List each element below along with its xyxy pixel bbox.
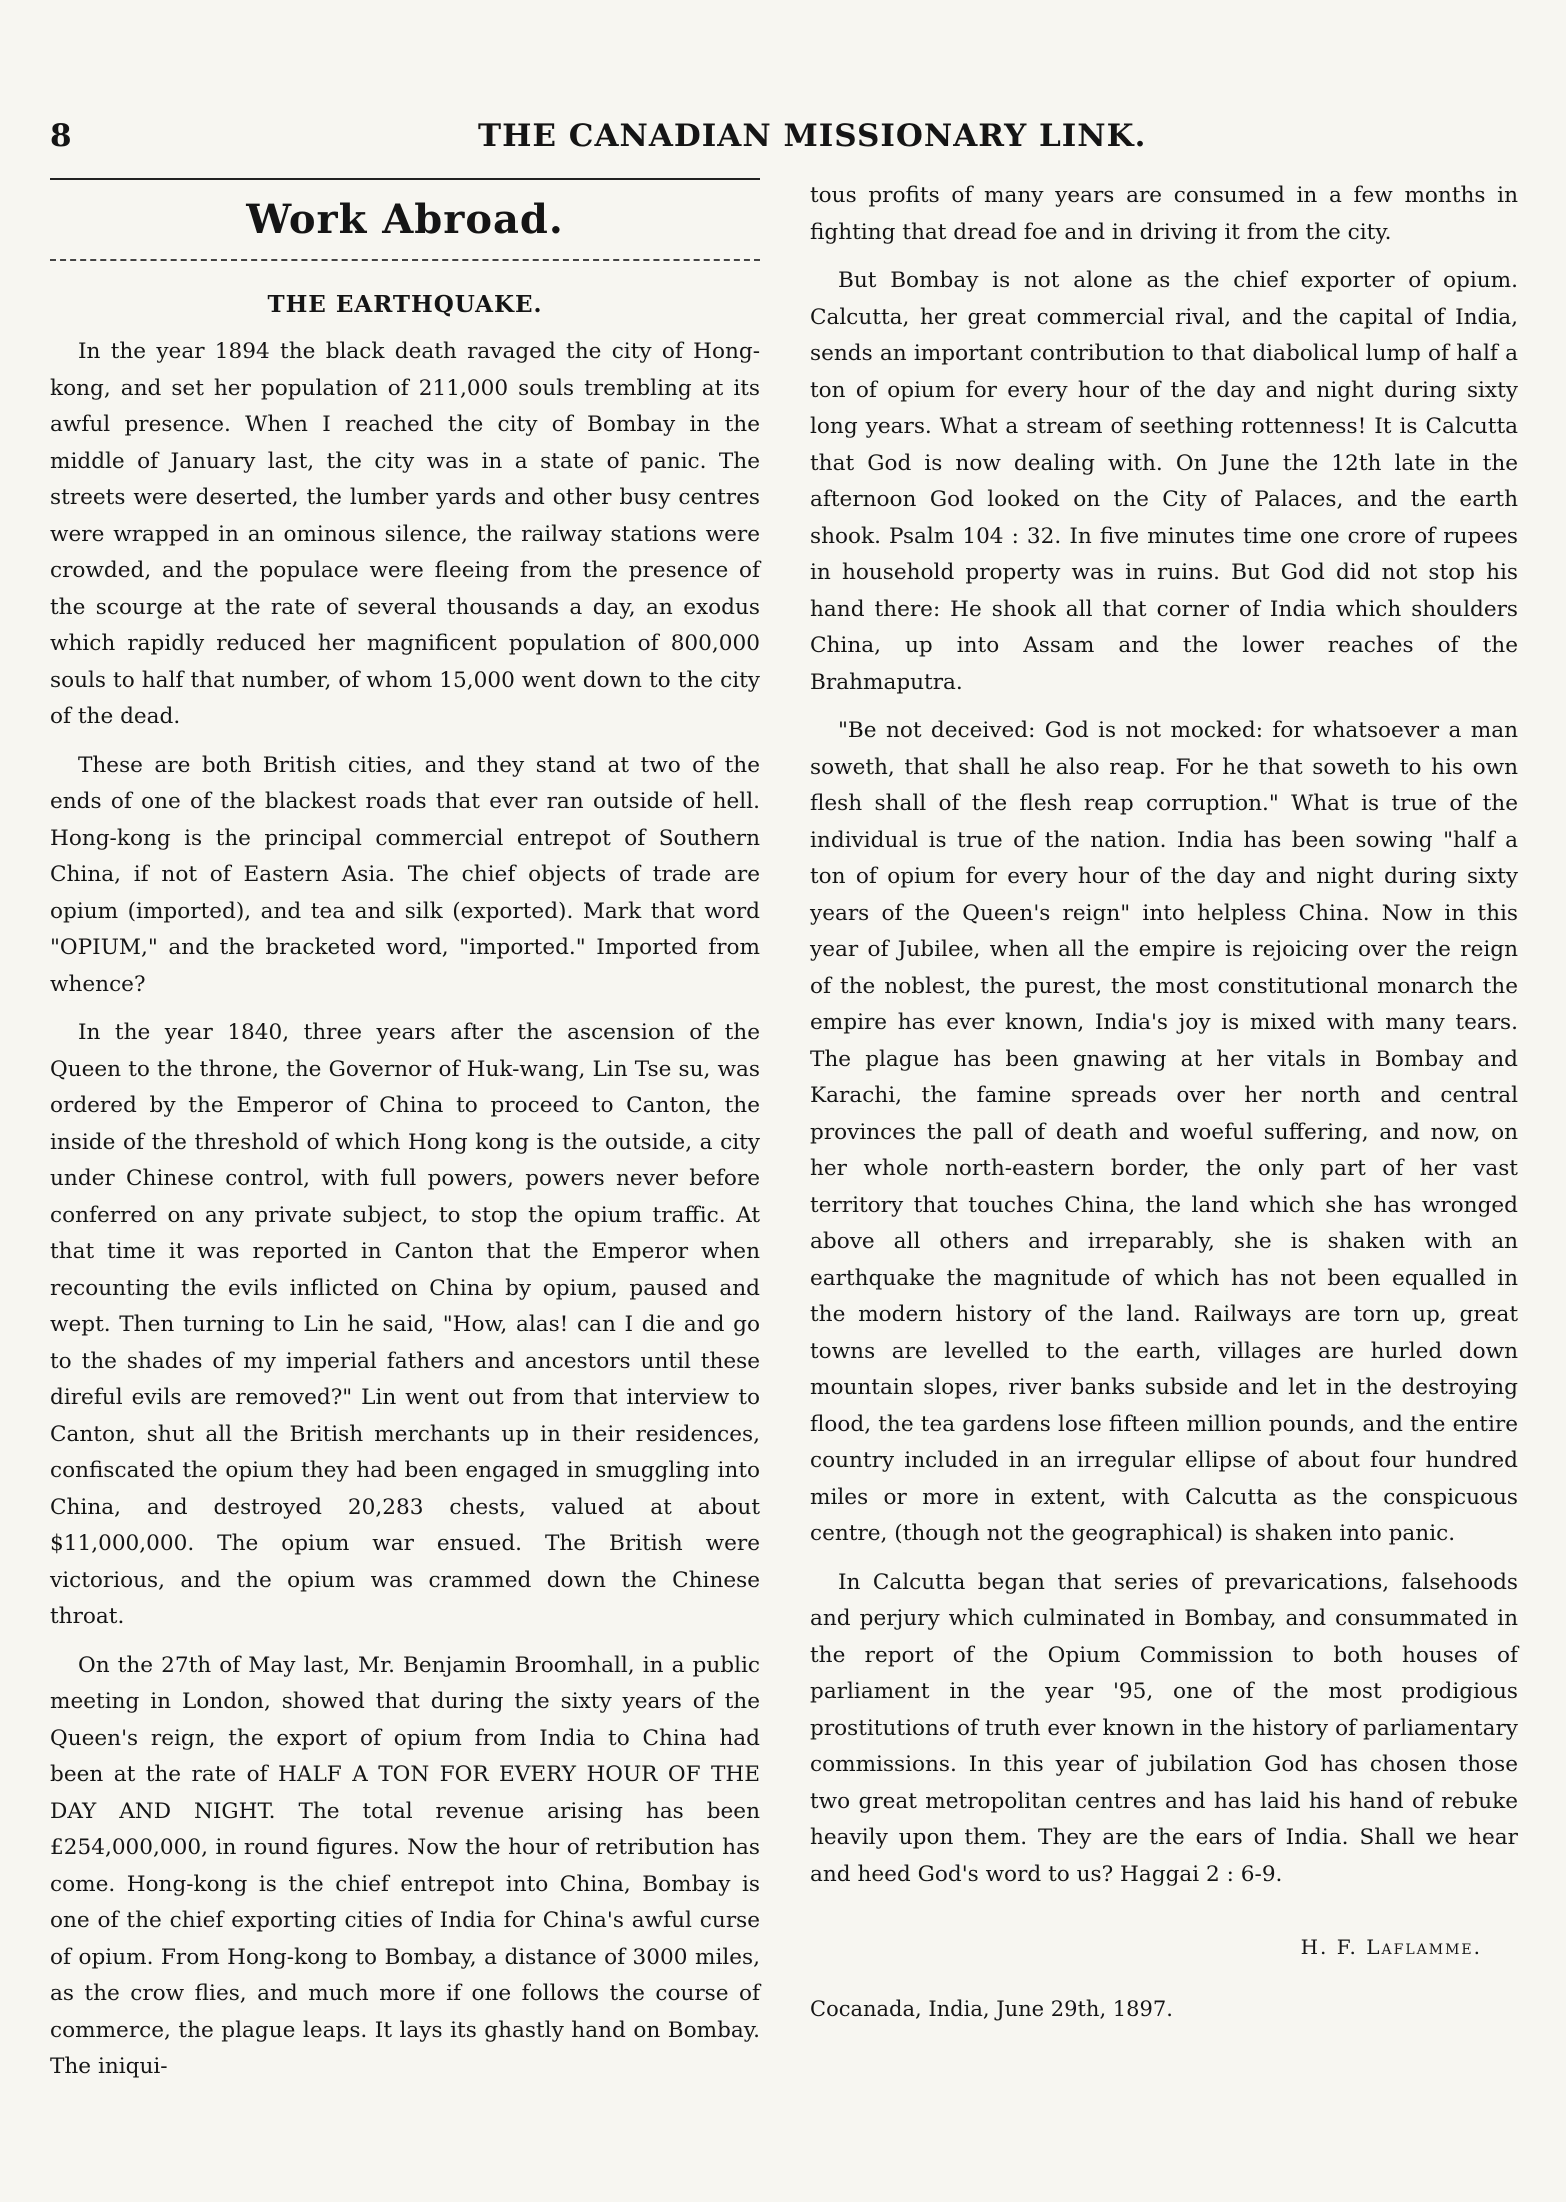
author-signature: H. F. Laflamme.: [1300, 1935, 1482, 1959]
paragraph: "Be not deceived: God is not mocked: for whatsoever a man soweth, that shall he also reap. For he that soweth to his own flesh shall of the flesh reap corruption." What is true of the individual is true of the nation. India has been sowing "half a ton of opium for every hour of the day and night during sixty years of the Queen's reign" into helpless China. Now in this year of Jubilee, when all the empire is rejoicing over the reign of the noblest, the purest, the most constitutional monarch the empire has ever known, India's joy is mixed with many tears. The plague has been gnawing at her vitals in Bombay and Karachi, the famine spreads over her north and central provinces the pall of death and woeful suffering, and now, on her whole north-eastern border, the only part of her vast territory that touches China, the land which she has wronged above all others and irreparably, she is shaken with an earthquake the magnitude of which has not been equalled in the modern history of the land. Railways are torn up, great towns are levelled to the earth, villages are hurled down mountain slopes, river banks subside and let in the destroying flood, the tea gardens lose fifteen million pounds, and the entire country included in an irregular ellipse of about four hundred miles or more in extent, with Calcutta as the conspicuous centre, (though not the geographical) is shaken into panic.: [810, 718, 1518, 1546]
paragraph: But Bombay is not alone as the chief exporter of opium. Calcutta, her great commercial rival, and the capital of India, sends an important contribution to that diabolical lump of half a ton of opium for every hour of the day and night during sixty long years. What a stream of seething rottenness! It is Calcutta that God is now dealing with. On June the 12th late in the afternoon God looked on the City of Palaces, and the earth shook. Psalm 104 : 32. In five minutes time one crore of rupees in household property was in ruins. But God did not stop his hand there: He shook all that corner of India which shoulders China, up into Assam and the lower reaches of the Brahmaputra.: [810, 268, 1518, 695]
dateline: Cocanada, India, June 29th, 1897.: [810, 1997, 1173, 2021]
paragraph: In the year 1894 the black death ravaged the city of Hong-kong, and set her population of 211,000 souls trembling at its awful presence. When I reached the city of Bombay in the middle of January last, the city was in a state of panic. The streets were deserted, the lumber yards and other busy centres were wrapped in an ominous silence, the railway stations were crowded, and the populace were fleeing from the presence of the scourge at the rate of several thousands a day, an exodus which rapidly reduced her magnificent population of 800,000 souls to half that number, of whom 15,000 went down to the city of the dead.: [50, 339, 760, 729]
section-title: Work Abroad.: [246, 196, 564, 243]
paragraph: On the 27th of May last, Mr. Benjamin Broomhall, in a public meeting in London, showed that during the sixty years of the Queen's reign, the export of opium from India to China had been at the rate of HALF A TON FOR EVERY HOUR OF THE DAY AND NIGHT. The total revenue arising has been £254,000,000, in round figures. Now the hour of retribution has come. Hong-kong is the chief entrepot into China, Bombay is one of the chief exporting cities of India for China's awful curse of opium. From Hong-kong to Bombay, a distance of 3000 miles, as the crow flies, and much more if one follows the course of commerce, the plague leaps. It lays its ghastly hand on Bombay. The iniqui-: [50, 1652, 760, 2079]
top-rule: [50, 178, 760, 180]
paragraph: In Calcutta began that series of prevarications, falsehoods and perjury which culminated in Bombay, and consummated in the report of the Opium Commission to both houses of parliament in the year '95, one of the most prodigious prostitutions of truth ever known in the history of parliamentary commissions. In this year of jubilation God has chosen those two great metropolitan centres and has laid his hand of rebuke heavily upon them. They are the ears of India. Shall we hear and heed God's word to us? Haggai 2 : 6-9.: [810, 1569, 1518, 1887]
page-number: 8: [50, 118, 72, 154]
article-title: THE EARTHQUAKE.: [267, 291, 543, 318]
paragraph: These are both British cities, and they stand at two of the ends of one of the blackest roads that ever ran outside of hell. Hong-kong is the principal commercial entrepot of Southern China, if not of Eastern Asia. The chief objects of trade are opium (imported), and tea and silk (exported). Mark that word "OPIUM," and the bracketed word, "imported." Imported from whence?: [50, 752, 760, 997]
right-column: [810, 178, 1518, 2021]
page-header: [0, 118, 1566, 168]
paragraph-continuation: tous profits of many years are consumed in a few months in fighting that dread foe and in driving it from the city.: [810, 183, 1518, 245]
paragraph: In the year 1840, three years after the ascension of the Queen to the throne, the Governor of Huk-wang, Lin Tse su, was ordered by the Emperor of China to proceed to Canton, the inside of the threshold of which Hong kong is the outside, a city under Chinese control, with full powers, powers never before conferred on any private subject, to stop the opium traffic. At that time it was reported in Canton that the Emperor when recounting the evils inflicted on China by opium, paused and wept. Then turning to Lin he said, "How, alas! can I die and go to the shades of my imperial fathers and ancestors until these direful evils are removed?" Lin went out from that interview to Canton, shut all the British merchants up in their residences, confiscated the opium they had been engaged in smuggling into China, and destroyed 20,283 chests, valued at about $11,000,000. The opium war ensued. The British were victorious, and the opium was crammed down the Chinese throat.: [50, 1020, 760, 1629]
running-title: THE CANADIAN MISSIONARY LINK.: [478, 118, 1147, 154]
left-column: [50, 178, 760, 2098]
section-divider: [50, 259, 760, 261]
